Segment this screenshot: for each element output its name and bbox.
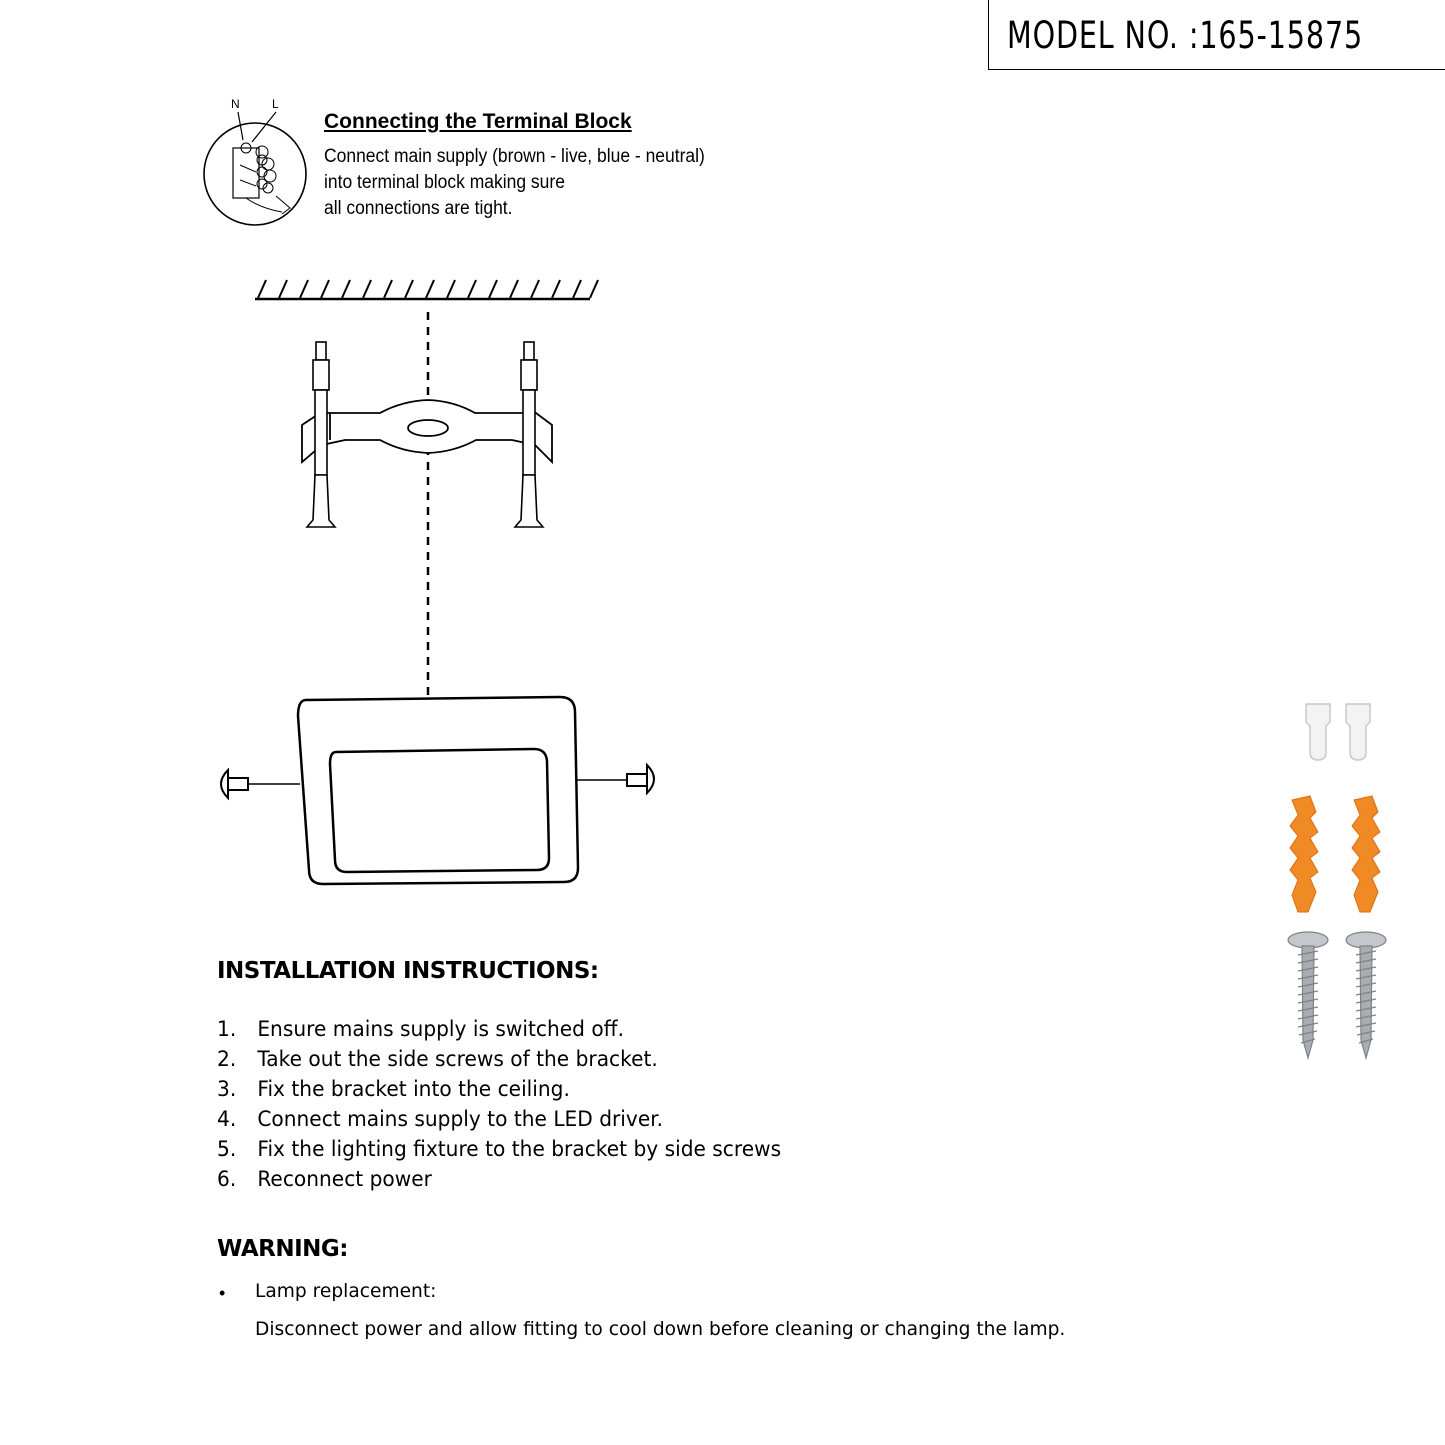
terminal-block-line: Connect main supply (brown - live, blue - neutral) [324,146,705,167]
instruction-step [217,1107,663,1131]
step-text: Connect mains supply to the LED driver. [257,1107,664,1131]
step-text: Fix the lighting fixture to the bracket by side screws [257,1137,782,1161]
terminal-block-title: Connecting the Terminal Block [324,110,632,133]
terminal-block-line: into terminal block making sure [324,172,565,193]
instruction-step [217,1077,570,1101]
terminal-block-illustration [204,97,306,225]
step-number: 5. [217,1137,237,1161]
instruction-step [217,1137,781,1161]
model-number: MODEL NO. :165-15875 [1007,14,1364,57]
warning-item-title: Lamp replacement: [255,1280,437,1302]
step-number: 6. [217,1167,237,1191]
installation-heading: INSTALLATION INSTRUCTIONS: [217,958,599,984]
instruction-step [217,1047,658,1071]
hardware-kit [1288,704,1386,1058]
step-text: Ensure mains supply is switched off. [257,1017,624,1041]
terminal-connector-icon [1306,704,1370,760]
wall-plug-icon [1290,796,1380,912]
step-text: Reconnect power [257,1167,432,1191]
step-number: 2. [217,1047,237,1071]
side-screw-right [576,765,654,793]
light-fixture [298,697,578,884]
step-text: Fix the bracket into the ceiling. [257,1077,570,1101]
wire-label-live: L [272,97,279,111]
step-number: 3. [217,1077,237,1101]
warning-item-text: Disconnect power and allow fitting to cool down before cleaning or changing the lamp. [255,1318,1066,1340]
terminal-block-line: all connections are tight. [324,198,513,219]
instruction-step [217,1017,624,1041]
step-number: 1. [217,1017,237,1041]
mounting-bracket [302,400,552,462]
side-screw-left [221,770,300,798]
warning-bullet: • [219,1283,226,1303]
step-text: Take out the side screws of the bracket. [257,1047,658,1071]
wire-label-neutral: N [231,97,240,111]
step-number: 4. [217,1107,237,1131]
instruction-step [217,1167,432,1191]
ceiling-illustration [255,280,598,299]
screw-icon [1288,932,1386,1058]
warning-heading: WARNING: [217,1236,348,1262]
